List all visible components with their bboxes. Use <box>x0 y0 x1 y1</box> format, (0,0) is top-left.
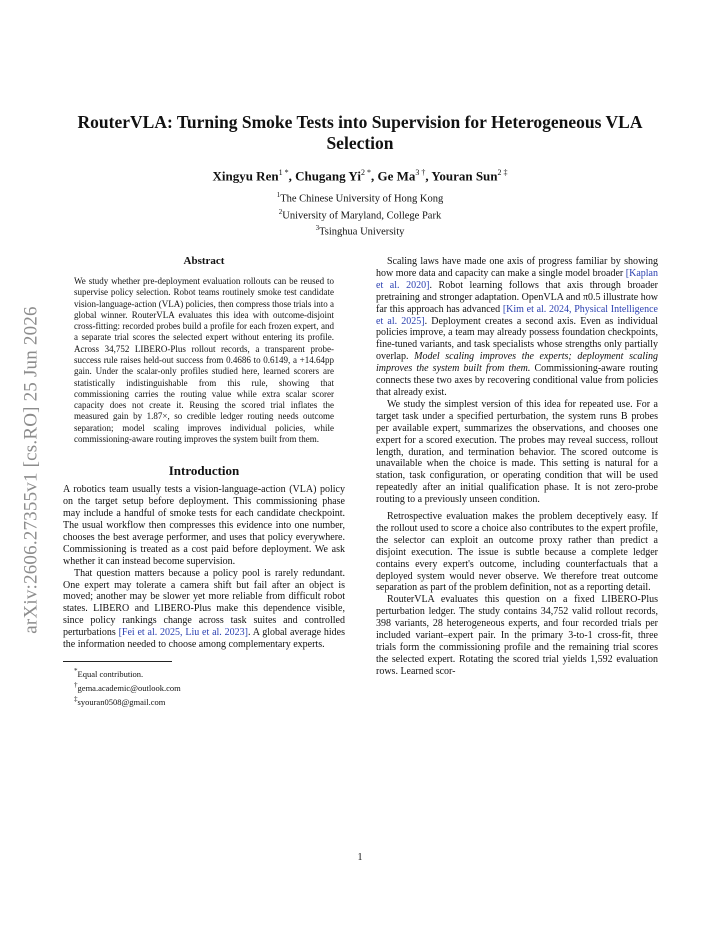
affiliation-list <box>60 189 660 239</box>
arxiv-stamp <box>21 240 43 700</box>
arxiv-stamp-text: arXiv:2606.27355v1 [cs.RO] 25 Jun 2026 <box>21 306 43 634</box>
right-paragraph-1: Scaling laws have made one axis of progress familiar by showing how more data and capacity can make a single model broader [Kaplan et al. 2020]. Robot learning follows that axis through broader pretraining and stronger adaptation. OpenVLA and π0.5 illustrate how far this approach has advanced [Kim et al. 2024, Physical Intelligence et al. 2025]. Deployment creates a second axis. Even as individual policies improve, a team may already possess foundation checkpoints, fine-tuned variants, and task specialists whose strengths only partially overlap. Model scaling improves the experts; deployment scaling improves the system built from them. Commissioning-aware routing connects these two axes by recovering conditional value from policies that already exist. <box>376 256 658 398</box>
paper-title: RouterVLA: Turning Smoke Tests into Supervision for Heterogeneous VLA Selection <box>77 112 643 153</box>
page-number: 1 <box>357 852 363 863</box>
citation-link[interactable]: [Kaplan et al. 2020] <box>376 267 658 291</box>
right-paragraph-3: Retrospective evaluation makes the problem deceptively easy. If the rollout used to score a choice also contributes to the expert profile, the selector can exploit an outcome proxy rather than predict a disjoint execution. The issue is subtle because a complete ledger contains every expert's outcome, including counterfactuals that a deployed system would never observe. We therefore treat outcome separation as part of the problem definition, not as a reporting detail. <box>376 511 658 594</box>
author-list: Xingyu Ren$^{1 *}$, Chugang $Yi^{2 *}$, Ge $Ma^{3 \dagger}$, Youran Sun$^{2 \ddagger}$ <box>212 168 508 184</box>
right-column <box>376 256 658 678</box>
footnote: *Equal contribution. <box>74 666 144 679</box>
author-name: Ge Ma <box>377 168 416 184</box>
author-name: Chugang Yi <box>295 168 361 184</box>
author-mark: 2 * <box>360 168 371 177</box>
citation-link[interactable]: [Fei et al. 2025, Liu et al. 2023] <box>118 627 248 639</box>
author-name: Xingyu Ren <box>212 168 279 184</box>
emphasis-text: Model scaling improves the experts; deployment scaling improves the system built from them. <box>376 351 658 375</box>
abstract-heading: Abstract <box>183 255 225 267</box>
author-name: Youran Sun <box>431 168 498 184</box>
author-mark: 3 † <box>415 168 426 177</box>
left-column <box>63 256 345 707</box>
affiliation: $^2$University of Maryland, College Park <box>278 207 442 222</box>
introduction-heading: Introduction <box>168 463 240 479</box>
intro-paragraph-2: That question matters because a policy pool is rarely redundant. One expert may tolerate a camera shift but fail after an object is moved; another may be slower yet more reliable from difficult robot states. LIBERO and LIBERO-Plus make this dependence visible, since policy rankings change across task suites and controlled perturbations [Fei et al. 2025, Liu et al. 2023]. A global average hides the information needed to choose among complementary experts. <box>63 567 345 651</box>
abstract-text: We study whether pre-deployment evaluation rollouts can be reused to supervise policy selection. Robot teams routinely smoke test candidate vision-language-action (VLA) policies, then compress those trials into a global winner. RouterVLA evaluates this idea with outcome-disjoint cross-fitting: recorded probes build a profile for each frozen expert, and a separate trial scores the selected expert without entering its profile. Across 34,752 LIBERO-Plus rollout records, a transparent probe-success rule raises held-out success from 0.4686 to 0.6149, a +14.64pp gain. Under the scalar-only profiles studied here, learned scorers are statistically indistinguishable from this rule, showing that commissioning carries the routing value while extra scalar scorer capacity does not create it. Reusing the scored trial inflates the measured gain by 1.87×, so credible ledger routing needs outcome separation; model scaling improves individual policies, while commissioning-aware routing improves the system built from them. <box>74 275 334 445</box>
affiliation: $^1$The Chinese University of Hong Kong <box>276 191 444 205</box>
citation-link[interactable]: [Kim et al. 2024, Physical Intelligence et al. 2025] <box>376 303 658 327</box>
intro-paragraph-1: A robotics team usually tests a vision-language-action (VLA) policy on the target setup before deployment. This commissioning phase may include a handful of smoke tests for each candidate checkpoint. The usual workflow then compresses this evidence into one number, chooses the best average performer, and uses that policy everywhere. Commissioning is treated as a cost paid before deployment. We ask whether it can instead become supervision. <box>63 484 345 567</box>
footnote-rule <box>63 661 172 662</box>
author-mark: 2 ‡ <box>497 168 508 177</box>
footnote: †gema.academic@outlook.com <box>74 680 181 693</box>
right-paragraph-2: We study the simplest version of this idea for repeated use. For a target task under a specified perturbation, the system runs B probes per available expert, summarizes the observations, and chooses one expert for a scored execution. The probes may reveal success, rollout length, duration, and termination behavior. The scored outcome is unavailable when the choice is made. This setting is natural for a station, task configuration, or operating condition that will be used repeatedly after an initial qualification phase. It is not zero-probe routing to a previously unseen condition. <box>376 398 658 506</box>
footnote: ‡syouran0508@gmail.com <box>74 694 166 707</box>
right-paragraph-4: RouterVLA evaluates this question on a fixed LIBERO-Plus perturbation ledger. The study contains 34,752 valid rollout records, 398 variants, 28 heterogeneous experts, and four recorded trials per included variant–expert pair. In the primary 3-to-1 cross-fit, three trials form the commissioning profile and the remaining trial scores the selected expert. Rotating the scored trial yields 1,592 evaluation rows. Learned scor- <box>376 594 658 677</box>
footnotes <box>63 661 345 707</box>
affiliation: $^3$Tsinghua University <box>315 224 405 238</box>
author-mark: 1 * <box>278 168 289 177</box>
paper-header <box>60 112 660 239</box>
